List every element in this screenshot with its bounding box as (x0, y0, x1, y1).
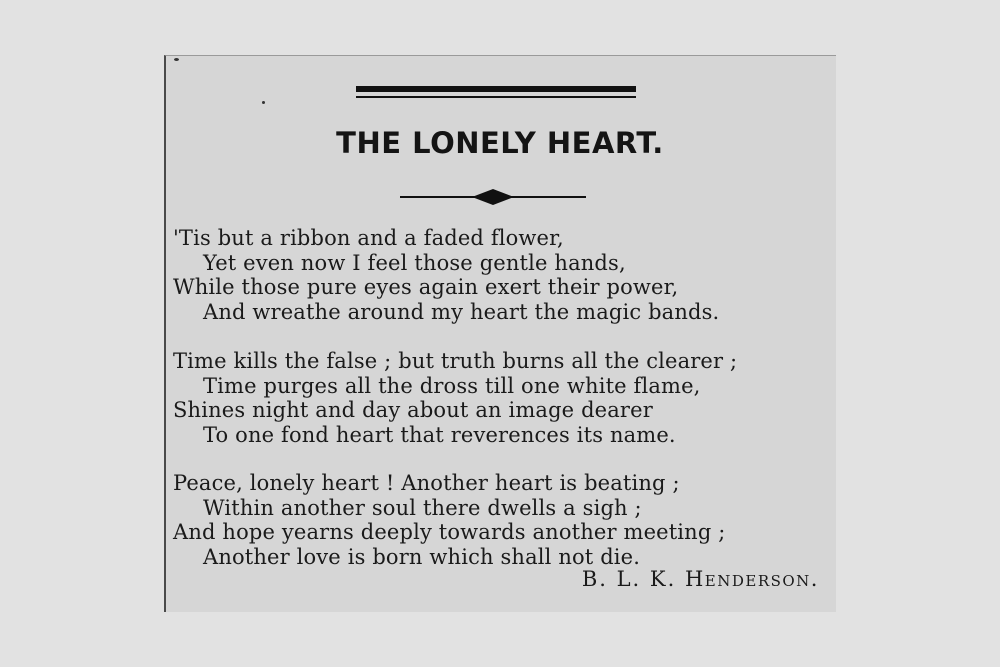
diamond-ornament-icon (400, 187, 586, 207)
newspaper-clipping (164, 55, 836, 612)
ink-speck (174, 58, 179, 61)
header-rule-thick (356, 86, 636, 92)
author-initials: B. L. K. (581, 567, 677, 591)
poem-line: While those pure eyes again exert their power, (173, 275, 679, 299)
poem-line: Yet even now I feel those gentle hands, (203, 250, 626, 275)
poem-line: Peace, lonely heart ! Another heart is beating ; (173, 471, 680, 495)
stanza-2 (173, 349, 737, 447)
poem-line: And hope yearns deeply towards another meeting ; (173, 520, 726, 544)
poem-line: Shines night and day about an image dearer (173, 398, 653, 422)
author-surname: Henderson. (684, 567, 819, 591)
ink-speck (262, 101, 265, 104)
poem-line: Within another soul there dwells a sigh ; (203, 495, 642, 520)
poem-line: Time kills the false ; but truth burns all the clearer ; (173, 349, 738, 373)
poem-line: To one fond heart that reverences its name. (203, 422, 676, 447)
poem-line: 'Tis but a ribbon and a faded flower, (173, 226, 564, 250)
header-rule-thin (356, 96, 636, 98)
stanza-1 (173, 226, 719, 324)
author-signature (582, 567, 819, 591)
poem-line: Another love is born which shall not die. (203, 544, 641, 569)
poem-line: Time purges all the dross till one white flame, (203, 373, 701, 398)
poem-line: And wreathe around my heart the magic bands. (203, 299, 720, 324)
poem-title: THE LONELY HEART. (336, 126, 664, 160)
stanza-3 (173, 471, 726, 569)
